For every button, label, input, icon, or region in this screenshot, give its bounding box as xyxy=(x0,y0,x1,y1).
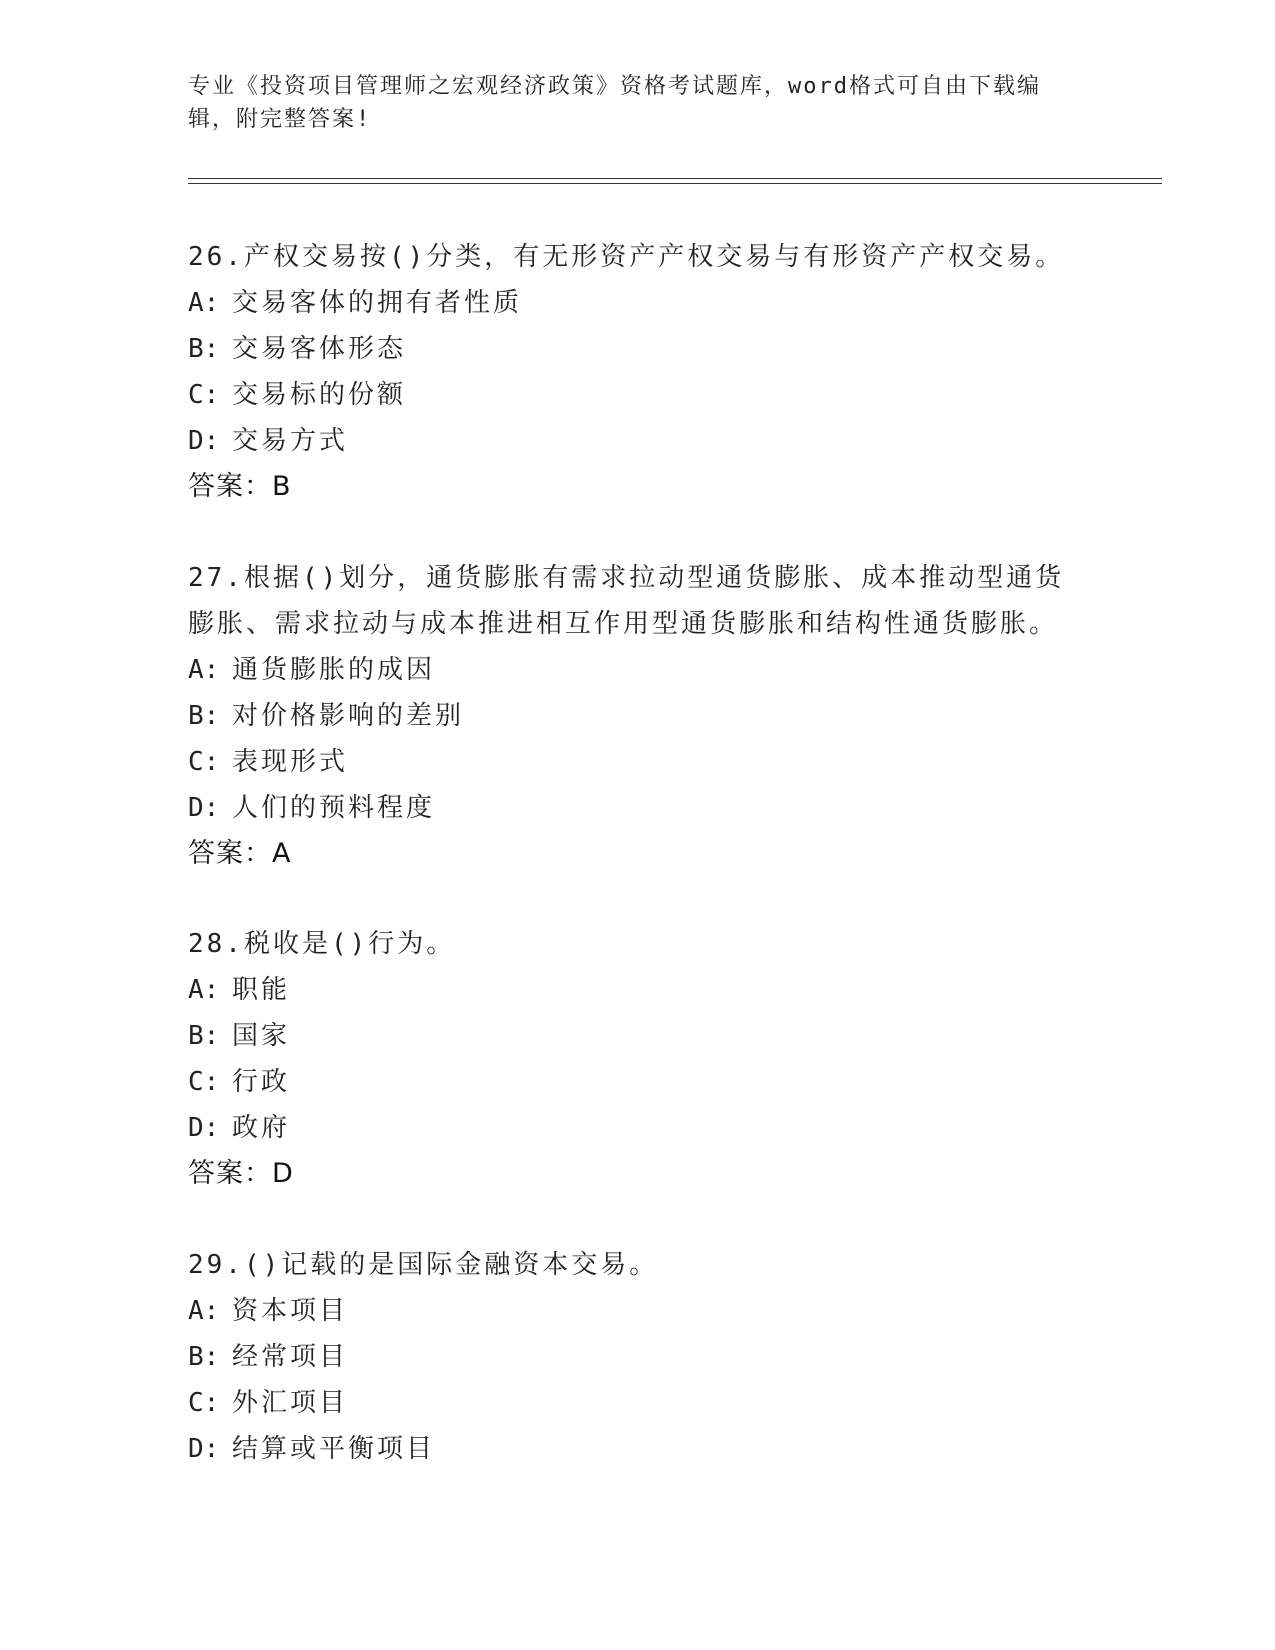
option-key: A: xyxy=(188,655,220,685)
option-c xyxy=(188,1380,1088,1426)
option-label: 政府 xyxy=(232,1113,291,1143)
option-key: B: xyxy=(188,334,220,364)
option-d xyxy=(188,1426,1088,1472)
option-label: 行政 xyxy=(232,1067,291,1097)
option-d xyxy=(188,1105,1088,1151)
option-key: B: xyxy=(188,1021,220,1051)
option-label: 交易客体的拥有者性质 xyxy=(232,288,523,318)
option-key: B: xyxy=(188,701,220,731)
option-key: A: xyxy=(188,288,220,318)
question-text: 27.根据()划分，通货膨胀有需求拉动型通货膨胀、成本推动型通货膨胀、需求拉动与成本推进相互作用型通货膨胀和结构性通货膨胀。 xyxy=(188,563,1065,639)
option-label: 表现形式 xyxy=(232,747,349,777)
option-c xyxy=(188,372,1088,418)
option-d xyxy=(188,418,1088,464)
option-label: 职能 xyxy=(232,975,291,1005)
option-key: D: xyxy=(188,426,220,456)
option-key: A: xyxy=(188,975,220,1005)
option-label: 外汇项目 xyxy=(232,1388,349,1418)
header-rule-top xyxy=(188,178,1162,179)
option-b xyxy=(188,693,1088,739)
question-27 xyxy=(188,555,1088,877)
answer-line: 答案：B xyxy=(188,471,292,502)
option-c xyxy=(188,1059,1088,1105)
option-label: 对价格影响的差别 xyxy=(232,701,465,731)
option-a xyxy=(188,1288,1088,1334)
option-d xyxy=(188,785,1088,831)
option-b xyxy=(188,1013,1088,1059)
option-key: A: xyxy=(188,1296,220,1326)
option-label: 资本项目 xyxy=(232,1296,349,1326)
question-29 xyxy=(188,1242,1088,1472)
option-key: D: xyxy=(188,1113,220,1143)
option-b xyxy=(188,1334,1088,1380)
option-label: 通货膨胀的成因 xyxy=(232,655,436,685)
question-26 xyxy=(188,234,1088,510)
option-key: D: xyxy=(188,1434,220,1464)
option-key: C: xyxy=(188,1388,220,1418)
question-text: 26.产权交易按()分类，有无形资产产权交易与有形资产产权交易。 xyxy=(188,242,1065,272)
header-intro-text: 专业《投资项目管理师之宏观经济政策》资格考试题库，word格式可自由下载编辑，附完整答案! xyxy=(188,74,1041,132)
option-key: C: xyxy=(188,1067,220,1097)
option-a xyxy=(188,280,1088,326)
option-b xyxy=(188,326,1088,372)
answer-line: 答案：A xyxy=(188,838,292,869)
option-c xyxy=(188,739,1088,785)
header-rule-bottom xyxy=(188,183,1162,184)
option-label: 交易客体形态 xyxy=(232,334,407,364)
option-key: B: xyxy=(188,1342,220,1372)
question-28 xyxy=(188,921,1088,1197)
option-a xyxy=(188,647,1088,693)
option-label: 交易标的份额 xyxy=(232,380,407,410)
option-key: C: xyxy=(188,380,220,410)
option-label: 经常项目 xyxy=(232,1342,349,1372)
option-label: 国家 xyxy=(232,1021,291,1051)
question-text: 28.税收是()行为。 xyxy=(188,929,456,959)
option-label: 结算或平衡项目 xyxy=(232,1434,436,1464)
option-key: C: xyxy=(188,747,220,777)
question-text: 29.()记载的是国际金融资本交易。 xyxy=(188,1250,659,1280)
option-label: 人们的预料程度 xyxy=(232,793,436,823)
answer-line: 答案：D xyxy=(188,1158,294,1189)
document-header xyxy=(188,70,1088,136)
option-key: D: xyxy=(188,793,220,823)
option-a xyxy=(188,967,1088,1013)
option-label: 交易方式 xyxy=(232,426,349,456)
